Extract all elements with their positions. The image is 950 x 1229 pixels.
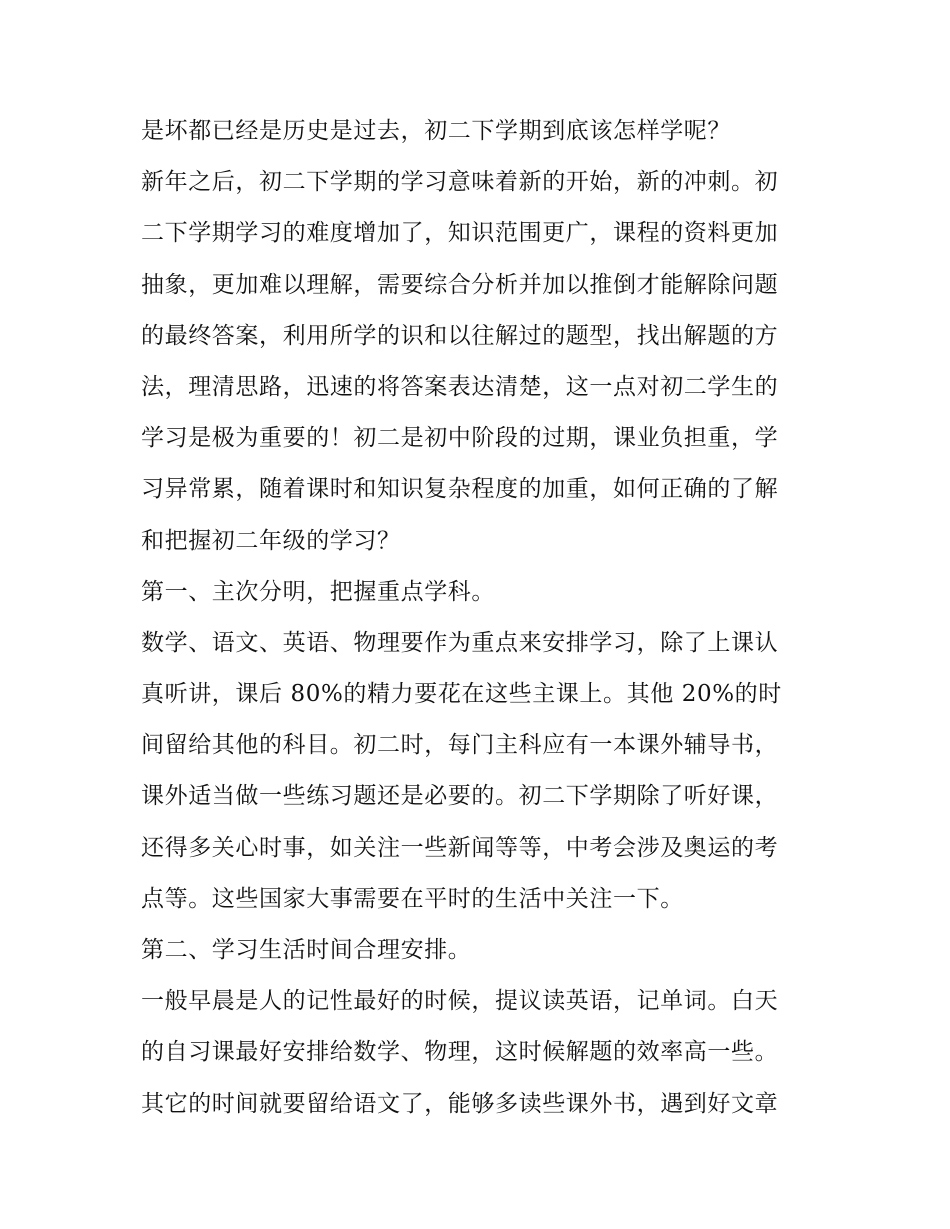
text-line: 和把握初二年级的学习？ — [141, 527, 401, 554]
document-body — [141, 106, 813, 1130]
text-line: 课外适当做一些练习题还是必要的。初二下学期除了听好课， — [141, 783, 779, 810]
text-line: 其它的时间就要留给语文了，能够多读些课外书，遇到好文章 — [141, 1090, 779, 1117]
section-heading: 第一、主次分明，把握重点学科。 — [141, 578, 495, 605]
text-line: 抽象，更加难以理解，需要综合分析并加以推倒才能解除问题 — [141, 271, 779, 298]
text-line: 是坏都已经是历史是过去，初二下学期到底该怎样学呢？ — [141, 118, 731, 144]
text-line: 习异常累，随着课时和知识复杂程度的加重，如何正确的了解 — [141, 476, 779, 503]
text-line: 的自习课最好安排给数学、物理，这时候解题的效率高一些。 — [141, 1039, 779, 1066]
text-line: 二下学期学习的难度增加了，知识范围更广，课程的资料更加 — [141, 220, 779, 247]
text-line: 真听讲，课后 80%的精力要花在这些主课上。其他 20%的时 — [141, 681, 782, 708]
text-line: 点等。这些国家大事需要在平时的生活中关注一下。 — [141, 885, 684, 912]
text-line: 数学、语文、英语、物理要作为重点来安排学习，除了上课认 — [141, 629, 779, 656]
text-line: 间留给其他的科目。初二时，每门主科应有一本课外辅导书， — [141, 732, 779, 759]
section-heading: 第二、学习生活时间合理安排。 — [141, 937, 472, 963]
text-line: 的最终答案，利用所学的识和以往解过的题型，找出解题的方 — [141, 322, 779, 349]
text-line: 还得多关心时事，如关注一些新闻等等，中考会涉及奥运的考 — [141, 834, 779, 861]
text-line: 法，理清思路，迅速的将答案表达清楚，这一点对初二学生的 — [141, 373, 779, 400]
text-line: 一般早晨是人的记性最好的时候，提议读英语，记单词。白天 — [141, 988, 779, 1015]
text-line: 新年之后，初二下学期的学习意味着新的开始，新的冲刺。初 — [141, 169, 779, 196]
text-line: 学习是极为重要的！初二是初中阶段的过期，课业负担重，学 — [141, 425, 779, 452]
